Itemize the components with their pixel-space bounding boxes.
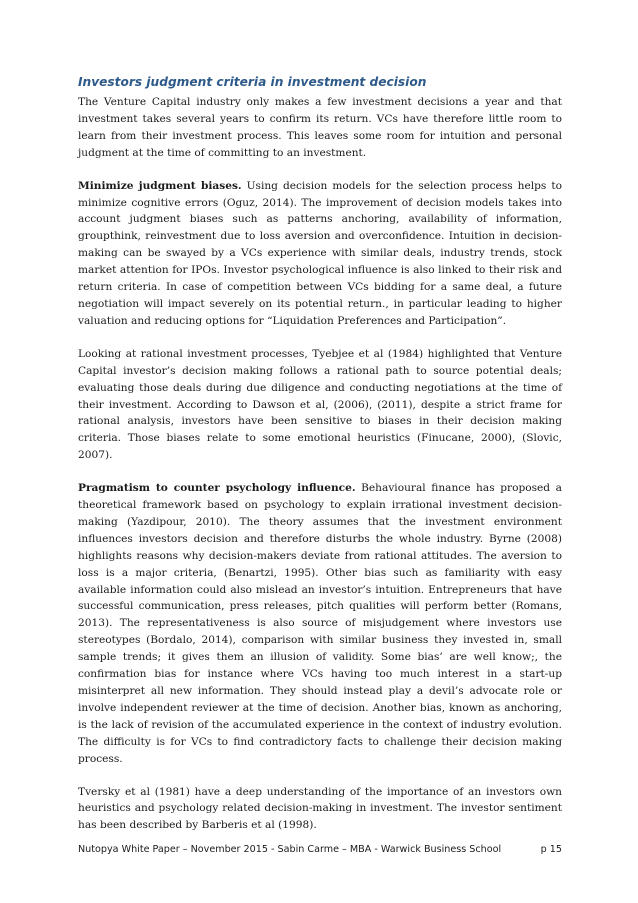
paragraph-tversky [78, 784, 562, 835]
paragraph-rational-processes [78, 346, 562, 464]
page-number: p 15 [540, 844, 562, 855]
paragraph-pragmatism [78, 480, 562, 767]
paragraph-lead-minimize-biases: Minimize judgment biases. [78, 179, 242, 192]
section-heading: Investors judgment criteria in investment decision [78, 75, 427, 89]
paragraph-minimize-biases [78, 178, 562, 330]
paragraph-lead-pragmatism: Pragmatism to counter psychology influence. [78, 482, 356, 495]
paragraph-tversky-text: Tversky et al (1981) have a deep understanding of the importance of an investors own heuristics and psychology related decision-making in investment. The investor sentiment has been described by Barberis et al (1998). [78, 785, 562, 832]
main-content [78, 74, 562, 850]
paragraph-rational-processes-text: Looking at rational investment processes, Tyebjee et al (1984) highlighted that Venture Capital investor’s decision making follows a rational path to source potential deals; evaluating those deals during due diligence and conducting negotiations at the time of their investment. According to Dawson et al, (2006), (2011), despite a strict frame for rational analysis, investors have been sensitive to biases in their decision making criteria. Those biases relate to some emotional heuristics (Finucane, 2000), (Slovic, 2007). [78, 347, 562, 462]
paragraph-minimize-biases-text: Using decision models for the selection process helps to minimize cognitive errors (Oguz, 2014). The improvement of decision models takes into account judgment biases such as patterns anchoring, availability of information, groupthink, reinvestment due to loss aversion and overconfidence. Intuition in decision-making can be swayed by a VCs experience with similar deals, industry trends, stock market attention for IPOs. Investor psychological influence is also linked to their risk and return criteria. In case of competition between VCs bidding for a same deal, a future negotiation will impact severely on its potential return., in particular leading to higher valuation and reducing options for “Liquidation Preferences and Participation”. [78, 179, 562, 327]
footer-text: Nutopya White Paper – November 2015 - Sabin Carme – MBA - Warwick Business School [78, 844, 502, 855]
paragraph-intro [78, 94, 562, 162]
paragraph-pragmatism-text: Behavioural finance has proposed a theoretical framework based on psychology to explain irrational investment decision-making (Yazdipour, 2010). The theory assumes that the investment environment influences investors decision and therefore disturbs the whole industry. Byrne (2008) highlights reasons why decision-makers deviate from rational attitudes. The aversion to loss is a major criteria, (Benartzi, 1995). Other bias such as familiarity with easy available information could also mislead an investor’s intuition. Entrepreneurs that have successful communication, press releases, pitch qualities will perform better (Romans, 2013). The representativeness is also source of misjudgement where investors use stereotypes (Bordalo, 2014), comparison with similar business they invested in, small sample trends; it gives them an illusion of validity. Some bias’ are well know;, the confirmation bias for instance where VCs having too much interest in a start-up misinterpret all new information. They should instead play a devil’s advocate role or involve independent reviewer at the time of decision. Another bias, known as anchoring, is the lack of revision of the accumulated experience in the context of industry evolution. The difficulty is for VCs to find contradictory facts to challenge their decision making process. [78, 482, 562, 765]
page-footer [78, 843, 562, 857]
paragraph-intro-text: The Venture Capital industry only makes a few investment decisions a year and that investment takes several years to confirm its return. VCs have therefore little room to learn from their investment process. This leaves some room for intuition and personal judgment at the time of committing to an investment. [78, 96, 562, 159]
